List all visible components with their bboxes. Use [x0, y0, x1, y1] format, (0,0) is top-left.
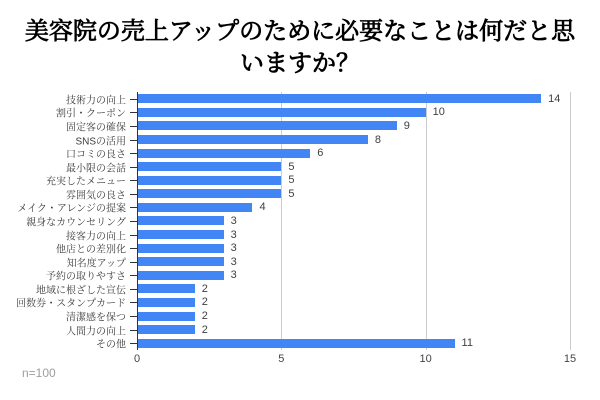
x-axis-tick-label: 5: [278, 353, 285, 365]
category-label: 最小限の会話: [66, 163, 126, 175]
bar-row: [36, 282, 570, 297]
bar-row: [56, 241, 570, 256]
axis-tick: [130, 289, 137, 290]
bar: [137, 244, 224, 253]
axis-tick: [130, 262, 137, 263]
category-label: 清潔感を保つ: [66, 312, 126, 324]
bar: [137, 94, 541, 103]
bar-row: [56, 106, 570, 120]
category-label: 回数券・スタンプカード: [16, 298, 126, 310]
category-label: 予約の取りやすさ: [46, 271, 126, 283]
axis-tick: [130, 275, 137, 276]
axis-tick: [130, 140, 137, 141]
axis-tick: [130, 207, 137, 208]
bar-row: [66, 146, 570, 161]
bar-row: [75, 133, 570, 148]
bar-row: [66, 187, 570, 202]
category-label: 技術力の向上: [66, 95, 126, 107]
category-label: 人間力の向上: [66, 326, 126, 338]
bar: [137, 121, 397, 130]
bar-row: [17, 201, 570, 215]
bar-row: [46, 269, 570, 283]
bar: [137, 325, 195, 334]
axis-tick: [130, 330, 137, 331]
axis-tick: [130, 153, 137, 154]
category-label: 親身なカウンセリング: [26, 217, 126, 229]
axis-tick: [130, 126, 137, 127]
value-label: 9: [403, 119, 410, 132]
value-label: 3: [230, 214, 237, 227]
bar: [137, 271, 224, 280]
gridline: [570, 92, 571, 350]
value-label: 5: [288, 174, 295, 187]
x-axis-tick-label: 0: [133, 353, 141, 365]
category-label: メイク・アレンジの提案: [17, 203, 126, 215]
bar: [137, 339, 455, 348]
value-label: 2: [201, 282, 208, 295]
value-label: 5: [288, 187, 295, 200]
category-label: 地域に根ざした宣伝: [36, 285, 126, 297]
value-label: 4: [259, 201, 266, 214]
bar-row: [66, 228, 570, 243]
bar-row: [96, 336, 570, 351]
bar-row: [66, 309, 570, 324]
bar: [137, 203, 252, 212]
bar: [137, 284, 195, 293]
axis-tick: [130, 302, 137, 303]
category-label: 割引・クーポン: [56, 108, 126, 120]
sample-size-note: n=100: [22, 366, 56, 380]
category-label: 雰囲気の良さ: [66, 190, 126, 202]
bar-row: [66, 160, 570, 175]
value-label: 6: [317, 147, 324, 160]
value-label: 14: [548, 92, 561, 105]
category-label: 知名度アップ: [66, 258, 126, 270]
bar-row: [66, 323, 570, 338]
axis-tick: [130, 316, 137, 317]
value-label: 11: [461, 337, 473, 350]
bar-row: [46, 173, 570, 188]
category-label: 口コミの良さ: [66, 149, 126, 161]
axis-tick: [130, 194, 137, 195]
category-label: 充実したメニュー: [46, 176, 126, 188]
bar: [137, 149, 310, 158]
value-label: 2: [201, 323, 208, 336]
bar: [137, 108, 426, 117]
bar-row: [66, 92, 570, 107]
bar: [137, 176, 281, 185]
axis-tick: [130, 235, 137, 236]
value-label: 3: [230, 255, 237, 268]
value-label: 3: [230, 269, 237, 282]
axis-tick: [130, 343, 137, 344]
bar-row: [26, 214, 570, 229]
category-label: 固定客の確保: [66, 122, 126, 134]
axis-tick: [130, 248, 137, 249]
value-label: 10: [432, 106, 445, 119]
value-label: 8: [374, 133, 382, 146]
axis-tick: [130, 112, 137, 113]
value-label: 2: [201, 310, 208, 323]
bar-row: [66, 119, 570, 134]
bar-row: [16, 296, 570, 310]
bar: [137, 298, 195, 307]
plot-area: [16, 92, 570, 351]
value-label: 2: [201, 296, 208, 309]
axis-tick: [130, 167, 137, 168]
bar: [137, 230, 224, 239]
value-label: 3: [230, 228, 237, 241]
bar: [137, 162, 281, 171]
x-axis: [133, 353, 577, 367]
axis-tick: [130, 180, 137, 181]
value-label: 5: [288, 160, 295, 173]
axis-tick: [130, 221, 137, 222]
bar: [137, 135, 368, 144]
bar: [137, 312, 195, 321]
bar-rows: [16, 92, 570, 351]
y-axis-line: [137, 92, 138, 350]
x-axis-tick-label: 10: [419, 353, 432, 365]
axis-tick: [130, 99, 137, 100]
chart-title: 美容院の売上アップのために必要なことは何だと思いますか？: [24, 18, 576, 77]
category-label: 接客力の向上: [66, 231, 126, 243]
category-label: 他店との差別化: [56, 244, 126, 256]
bar: [137, 189, 281, 198]
value-label: 3: [230, 242, 237, 255]
category-label: その他: [96, 339, 126, 351]
bar: [137, 216, 224, 225]
bar: [137, 257, 224, 266]
x-axis-tick-label: 15: [563, 353, 577, 365]
bar-row: [66, 255, 570, 270]
category-label: SNSの活用: [75, 136, 126, 148]
